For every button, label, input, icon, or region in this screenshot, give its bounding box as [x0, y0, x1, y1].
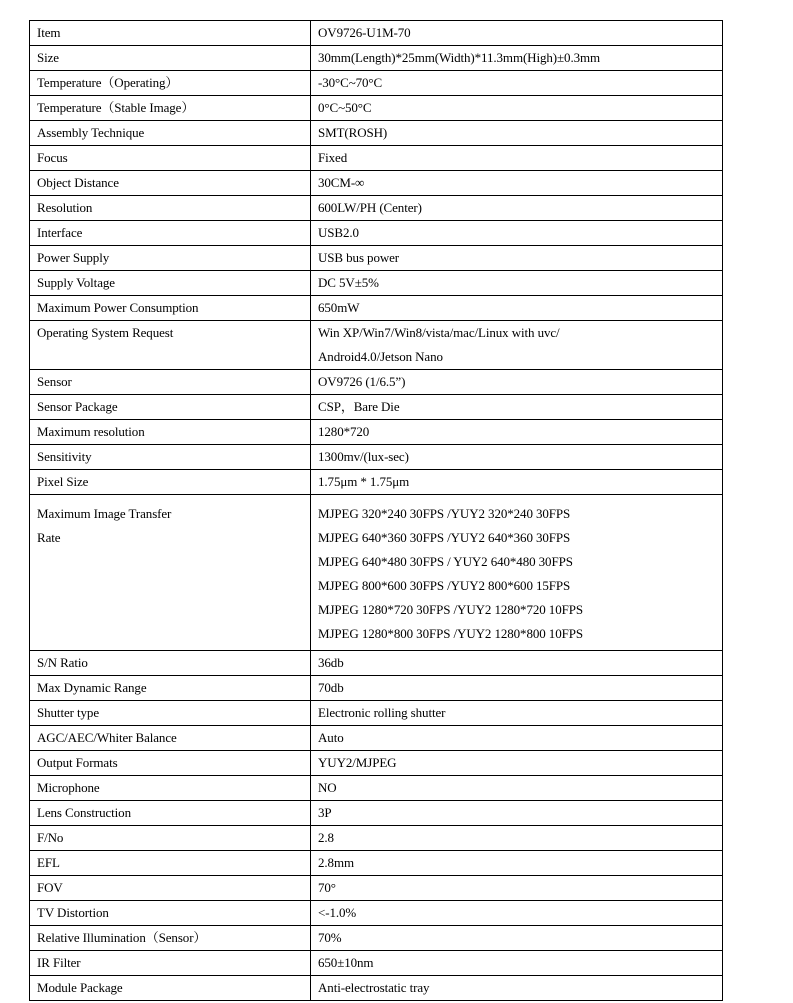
spec-value: NO	[311, 776, 723, 801]
table-row	[30, 321, 723, 370]
spec-label: Operating System Request	[30, 321, 311, 370]
spec-label-line: Maximum Image Transfer	[37, 506, 172, 521]
spec-value: 1.75μm * 1.75μm	[311, 470, 723, 495]
spec-label: Sensor	[30, 370, 311, 395]
spec-value: 0°C~50°C	[311, 96, 723, 121]
spec-value: USB bus power	[311, 246, 723, 271]
spec-value: 3P	[311, 801, 723, 826]
spec-value: Auto	[311, 726, 723, 751]
spec-value-line: MJPEG 640*480 30FPS / YUY2 640*480 30FPS	[318, 554, 573, 569]
spec-label: Item	[30, 21, 311, 46]
spec-label: Lens Construction	[30, 801, 311, 826]
spec-table	[29, 20, 723, 1001]
table-row	[30, 21, 723, 46]
spec-value: 36db	[311, 651, 723, 676]
table-row	[30, 495, 723, 651]
table-row	[30, 221, 723, 246]
table-row	[30, 851, 723, 876]
spec-label: Output Formats	[30, 751, 311, 776]
spec-label: IR Filter	[30, 951, 311, 976]
spec-label: Resolution	[30, 196, 311, 221]
table-row	[30, 296, 723, 321]
spec-value: 30mm(Length)*25mm(Width)*11.3mm(High)±0.3mm	[311, 46, 723, 71]
table-row	[30, 470, 723, 495]
table-row	[30, 420, 723, 445]
spec-value: 2.8	[311, 826, 723, 851]
spec-value: YUY2/MJPEG	[311, 751, 723, 776]
spec-value-line: MJPEG 640*360 30FPS /YUY2 640*360 30FPS	[318, 530, 571, 545]
spec-value	[311, 495, 723, 651]
table-row	[30, 926, 723, 951]
table-row	[30, 445, 723, 470]
table-row	[30, 801, 723, 826]
spec-value: 1280*720	[311, 420, 723, 445]
spec-value: -30°C~70°C	[311, 71, 723, 96]
spec-value-line: MJPEG 800*600 30FPS /YUY2 800*600 15FPS	[318, 578, 571, 593]
spec-label: Shutter type	[30, 701, 311, 726]
spec-value: OV9726 (1/6.5”)	[311, 370, 723, 395]
spec-label: Maximum Power Consumption	[30, 296, 311, 321]
spec-label: Pixel Size	[30, 470, 311, 495]
spec-label: Power Supply	[30, 246, 311, 271]
spec-value-line: MJPEG 1280*800 30FPS /YUY2 1280*800 10FPS	[318, 626, 583, 641]
table-row	[30, 826, 723, 851]
table-row	[30, 976, 723, 1001]
spec-label: Focus	[30, 146, 311, 171]
table-row	[30, 676, 723, 701]
table-row	[30, 751, 723, 776]
spec-label: S/N Ratio	[30, 651, 311, 676]
spec-value: SMT(ROSH)	[311, 121, 723, 146]
table-row	[30, 951, 723, 976]
spec-label: Size	[30, 46, 311, 71]
table-row	[30, 876, 723, 901]
table-row	[30, 246, 723, 271]
spec-value: 650±10nm	[311, 951, 723, 976]
spec-label: TV Distortion	[30, 901, 311, 926]
table-row	[30, 726, 723, 751]
spec-value: 1300mv/(lux-sec)	[311, 445, 723, 470]
table-row	[30, 370, 723, 395]
spec-value: CSP，Bare Die	[311, 395, 723, 420]
spec-label: Object Distance	[30, 171, 311, 196]
table-row	[30, 71, 723, 96]
spec-label: Max Dynamic Range	[30, 676, 311, 701]
spec-value: 70db	[311, 676, 723, 701]
spec-label: Microphone	[30, 776, 311, 801]
table-row	[30, 901, 723, 926]
spec-value: Fixed	[311, 146, 723, 171]
spec-label: Module Package	[30, 976, 311, 1001]
table-row	[30, 651, 723, 676]
spec-label-line: Rate	[37, 530, 61, 545]
spec-label: Maximum resolution	[30, 420, 311, 445]
spec-label: Assembly Technique	[30, 121, 311, 146]
spec-label	[30, 495, 311, 651]
spec-label: Relative Illumination（Sensor）	[30, 926, 311, 951]
spec-value: USB2.0	[311, 221, 723, 246]
table-row	[30, 701, 723, 726]
table-row	[30, 146, 723, 171]
spec-value: DC 5V±5%	[311, 271, 723, 296]
spec-label: Sensitivity	[30, 445, 311, 470]
spec-value-line: MJPEG 320*240 30FPS /YUY2 320*240 30FPS	[318, 506, 571, 521]
table-row	[30, 121, 723, 146]
spec-value: 2.8mm	[311, 851, 723, 876]
spec-value-line: MJPEG 1280*720 30FPS /YUY2 1280*720 10FPS	[318, 602, 583, 617]
spec-value: 70%	[311, 926, 723, 951]
table-row	[30, 96, 723, 121]
spec-label: EFL	[30, 851, 311, 876]
spec-label: Temperature（Operating）	[30, 71, 311, 96]
spec-value: 30CM-∞	[311, 171, 723, 196]
spec-label: FOV	[30, 876, 311, 901]
table-row	[30, 196, 723, 221]
spec-value: 600LW/PH (Center)	[311, 196, 723, 221]
spec-value-line: Android4.0/Jetson Nano	[318, 349, 443, 364]
spec-label: Supply Voltage	[30, 271, 311, 296]
spec-label: AGC/AEC/Whiter Balance	[30, 726, 311, 751]
spec-value: 650mW	[311, 296, 723, 321]
table-row	[30, 776, 723, 801]
spec-value	[311, 321, 723, 370]
spec-label: Temperature（Stable Image）	[30, 96, 311, 121]
table-row	[30, 171, 723, 196]
spec-value: 70°	[311, 876, 723, 901]
table-row	[30, 271, 723, 296]
table-row	[30, 395, 723, 420]
spec-label: F/No	[30, 826, 311, 851]
spec-label: Sensor Package	[30, 395, 311, 420]
spec-value: Anti-electrostatic tray	[311, 976, 723, 1001]
spec-value: <-1.0%	[311, 901, 723, 926]
spec-value: Electronic rolling shutter	[311, 701, 723, 726]
spec-value-line: Win XP/Win7/Win8/vista/mac/Linux with uvc/	[318, 325, 560, 340]
spec-label: Interface	[30, 221, 311, 246]
spec-value: OV9726-U1M-70	[311, 21, 723, 46]
table-row	[30, 46, 723, 71]
